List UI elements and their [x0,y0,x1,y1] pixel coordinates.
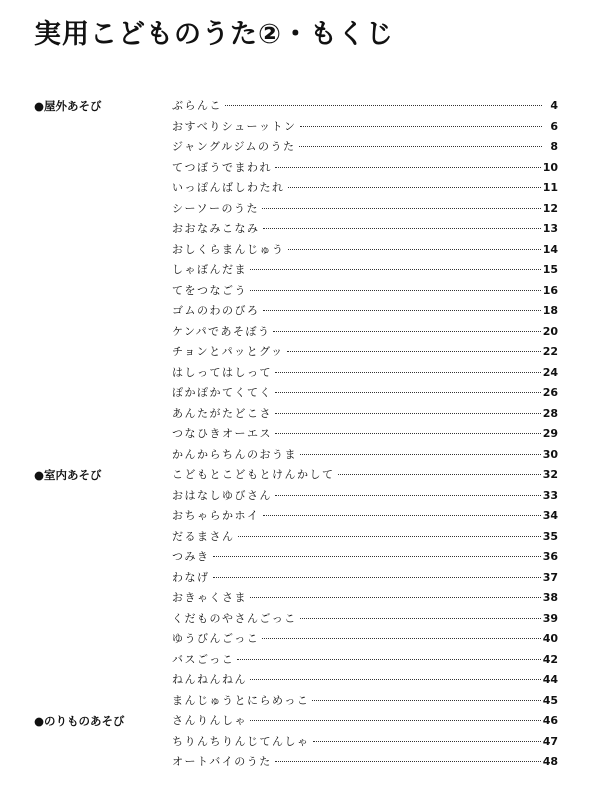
toc-entry [172,752,558,773]
entry-title: つなひきオーエス [172,427,272,440]
dot-leader [338,474,541,475]
entry-title: かんからちんのおうま [172,447,297,461]
toc-row [0,199,600,220]
toc-entry [172,404,558,425]
entry-title: ぽかぽかてくてく [172,386,272,399]
entry-page-number: 16 [542,283,558,297]
toc-row [0,240,600,261]
dot-leader [238,536,541,537]
toc-row [0,363,600,384]
toc-entry [172,486,558,507]
entry-page-number: 24 [542,365,558,379]
section-label: ●屋外あそび [34,99,102,113]
dot-leader [288,187,541,188]
entry-title: しゃぼんだま [172,263,247,276]
toc-entry [172,260,558,281]
entry-page-number: 22 [542,345,558,358]
toc-entry [172,650,558,671]
toc-entry [172,732,558,753]
entry-page-number: 34 [542,509,558,522]
entry-title: ちりんちりんじてんしゃ [172,734,310,748]
toc-row [0,691,600,712]
dot-leader [250,679,541,680]
entry-page-number: 39 [542,611,558,625]
dot-leader [275,413,541,414]
entry-title: てつぼうでまわれ [172,160,272,174]
dot-leader [213,556,541,557]
dot-leader [313,741,541,742]
entry-page-number: 14 [542,242,558,256]
entry-title: ねんねんねん [172,673,247,686]
entry-page-number: 35 [542,529,558,543]
entry-title: バスごっこ [172,652,235,666]
table-of-contents [0,96,600,773]
toc-entry [172,609,558,630]
toc-entry [172,424,558,445]
entry-page-number: 15 [542,263,558,276]
toc-entry [172,240,558,261]
entry-title: いっぽんばしわたれ [172,181,285,194]
toc-row [0,609,600,630]
entry-title: あんたがたどこさ [172,406,272,420]
toc-entry [172,445,558,466]
entry-title: おおなみこなみ [172,222,260,235]
toc-entry [172,465,558,486]
entry-title: ゴムのわのびろ [172,304,260,317]
entry-page-number: 32 [542,468,558,481]
entry-page-number: 4 [550,99,558,112]
entry-page-number: 6 [550,119,558,133]
toc-row [0,588,600,609]
entry-title: シーソーのうた [172,201,260,215]
toc-entry [172,322,558,343]
dot-leader [225,105,542,106]
dot-leader [250,290,541,291]
toc-entry [172,711,558,732]
toc-entry [172,691,558,712]
toc-entry [172,137,558,158]
entry-page-number: 46 [542,714,558,727]
toc-row [0,96,600,117]
entry-page-number: 12 [542,201,558,215]
toc-entry [172,96,558,117]
toc-row [0,465,600,486]
entry-page-number: 10 [542,160,558,174]
toc-row [0,301,600,322]
dot-leader [275,167,541,168]
toc-entry [172,199,558,220]
entry-page-number: 20 [542,324,558,338]
dot-leader [275,433,541,434]
toc-row [0,547,600,568]
toc-row [0,158,600,179]
toc-entry [172,588,558,609]
dot-leader [300,618,541,619]
toc-row [0,404,600,425]
toc-row [0,342,600,363]
entry-title: こどもとこどもとけんかして [172,468,335,481]
entry-page-number: 13 [542,222,558,235]
entry-page-number: 29 [542,427,558,440]
toc-row [0,732,600,753]
dot-leader [262,208,541,209]
dot-leader [263,515,541,516]
dot-leader [250,597,541,598]
toc-row [0,486,600,507]
toc-entry [172,506,558,527]
entry-page-number: 42 [542,652,558,666]
toc-row [0,527,600,548]
toc-row [0,650,600,671]
entry-title: わなげ [172,570,210,584]
entry-title: ゆうびんごっこ [172,632,260,645]
entry-title: おしくらまんじゅう [172,242,285,256]
toc-entry [172,670,558,691]
dot-leader [263,310,541,311]
entry-page-number: 44 [542,673,558,686]
entry-title: ぶらんこ [172,99,222,112]
toc-entry [172,568,558,589]
entry-title: オートバイのうた [172,755,272,768]
dot-leader [263,228,541,229]
toc-entry [172,117,558,138]
entry-page-number: 36 [542,550,558,563]
entry-title: だるまさん [172,529,235,543]
entry-title: まんじゅうとにらめっこ [172,693,310,707]
toc-row [0,219,600,240]
dot-leader [287,351,541,352]
entry-page-number: 33 [542,488,558,502]
entry-title: おきゃくさま [172,591,247,604]
entry-page-number: 30 [542,447,558,461]
entry-title: おはなしゆびさん [172,488,272,502]
entry-page-number: 28 [542,406,558,420]
toc-entry [172,342,558,363]
toc-row [0,424,600,445]
entry-page-number: 11 [542,181,558,194]
entry-title: てをつなごう [172,283,247,297]
toc-entry [172,547,558,568]
toc-row [0,117,600,138]
entry-title: つみき [172,550,210,563]
entry-page-number: 47 [542,734,558,748]
page-title: 実用こどものうた②・もくじ [34,19,394,50]
dot-leader [275,372,541,373]
entry-title: ケンパであそぼう [172,324,271,338]
toc-row [0,322,600,343]
toc-row [0,281,600,302]
entry-title: ジャングルジムのうた [172,140,296,153]
toc-entry [172,219,558,240]
toc-row [0,670,600,691]
entry-title: くだものやさんごっこ [172,611,297,625]
dot-leader [300,454,541,455]
toc-row [0,629,600,650]
entry-title: はしってはしって [172,365,272,379]
entry-title: チョンとパッとグッ [172,345,284,358]
toc-entry [172,281,558,302]
toc-entry [172,629,558,650]
dot-leader [213,577,541,578]
toc-row [0,260,600,281]
toc-row [0,752,600,773]
entry-page-number: 37 [542,570,558,584]
toc-entry [172,178,558,199]
entry-page-number: 45 [542,693,558,707]
entry-page-number: 8 [550,140,558,153]
toc-row [0,383,600,404]
toc-entry [172,158,558,179]
toc-row [0,445,600,466]
toc-row [0,137,600,158]
entry-page-number: 40 [542,632,558,645]
entry-page-number: 48 [542,755,558,768]
dot-leader [300,126,542,127]
toc-row [0,568,600,589]
toc-entry [172,527,558,548]
entry-page-number: 26 [542,386,558,399]
dot-leader [262,638,540,639]
toc-entry [172,363,558,384]
entry-title: さんりんしゃ [172,714,247,727]
dot-leader [275,495,541,496]
dot-leader [275,392,541,393]
section-label: ●室内あそび [34,468,102,482]
entry-title: おすべりシューットン [172,119,297,133]
dot-leader [288,249,541,250]
dot-leader [299,146,542,147]
dot-leader [275,761,541,762]
dot-leader [273,331,540,332]
toc-entry [172,383,558,404]
section-label: ●のりものあそび [34,714,125,728]
entry-page-number: 18 [542,304,558,317]
toc-row [0,506,600,527]
toc-entry [172,301,558,322]
dot-leader [250,269,541,270]
entry-page-number: 38 [542,591,558,604]
entry-title: おちゃらかホイ [172,509,260,522]
toc-row [0,711,600,732]
dot-leader [250,720,541,721]
dot-leader [312,700,540,701]
toc-row [0,178,600,199]
dot-leader [237,659,540,660]
